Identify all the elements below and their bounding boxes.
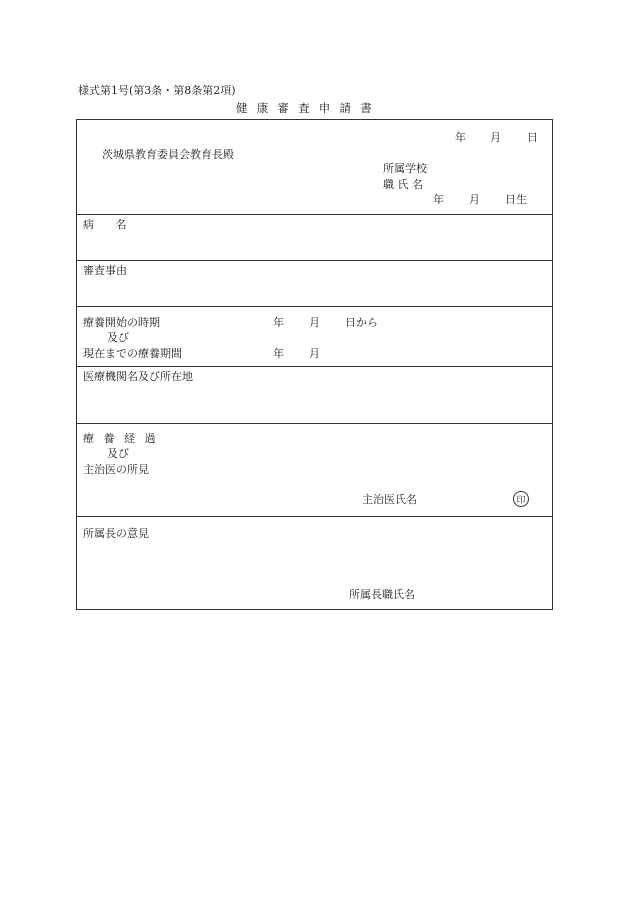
- treatment-start-month: 月: [309, 316, 320, 329]
- treatment-and: 及び: [107, 331, 129, 344]
- date-year: 年: [455, 131, 466, 144]
- treatment-start-year: 年: [273, 316, 284, 329]
- divider: [77, 516, 552, 517]
- birth-day: 日生: [505, 193, 527, 206]
- treatment-period-year: 年: [273, 347, 284, 360]
- school-label: 所属学校: [383, 162, 427, 175]
- divider: [77, 306, 552, 307]
- doctor-name-label: 主治医氏名: [362, 493, 417, 506]
- treatment-start-label: 療養開始の時期: [83, 316, 160, 329]
- treatment-start-day: 日から: [345, 316, 378, 329]
- disease-label: 病 名: [83, 218, 127, 231]
- treatment-period-month: 月: [309, 347, 320, 360]
- reason-label: 審査事由: [83, 264, 127, 277]
- name-label: 職 氏 名: [383, 178, 423, 191]
- progress-label: 療 養 経 過: [83, 432, 156, 445]
- divider: [77, 260, 552, 261]
- birth-year: 年: [433, 193, 444, 206]
- addressee: 茨城県教育委員会教育長殿: [102, 148, 234, 161]
- seal-mark: 印: [513, 491, 529, 507]
- progress-and: 及び: [107, 447, 129, 460]
- date-day: 日: [527, 131, 538, 144]
- doctor-opinion-label: 主治医の所見: [83, 463, 149, 476]
- principal-opinion-label: 所属長の意見: [83, 527, 149, 540]
- divider: [77, 214, 552, 215]
- principal-name-label: 所属長職氏名: [349, 588, 415, 601]
- application-form: [76, 119, 553, 610]
- birth-month: 月: [469, 193, 480, 206]
- treatment-period-label: 現在までの療養期間: [83, 347, 182, 360]
- form-title: 健康審査申請書: [236, 101, 381, 115]
- institution-label: 医療機関名及び所在地: [83, 370, 193, 383]
- divider: [77, 366, 552, 367]
- form-number: 様式第1号(第3条・第8条第2項): [78, 84, 236, 97]
- divider: [77, 423, 552, 424]
- date-month: 月: [490, 131, 501, 144]
